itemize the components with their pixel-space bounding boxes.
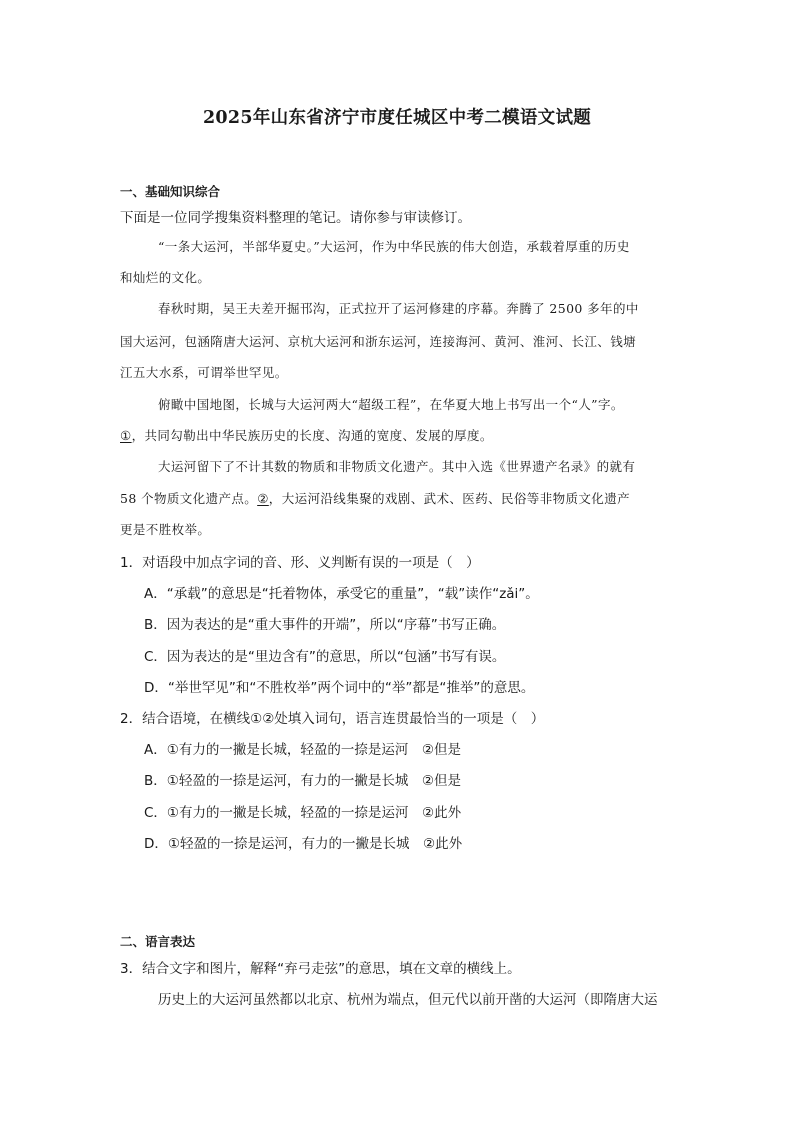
passage-line: 国大运河，包涵隋唐大运河、京杭大运河和浙东运河，连接海河、黄河、淮河、长江、钱塘	[120, 334, 637, 349]
question-2-option-a[interactable]: A．①有力的一撇是长城，轻盈的一捺是运河 ②但是	[144, 742, 461, 758]
question-1-option-b[interactable]: B．因为表达的是“重大事件的开端”，所以“序幕”书写正确。	[144, 617, 506, 633]
question-1-option-c[interactable]: C．因为表达的是“里边含有”的意思，所以“包涵”书写有误。	[144, 649, 506, 665]
passage-line	[120, 426, 493, 444]
section-intro: 下面是一位同学搜集资料整理的笔记。请你参与审读修订。	[120, 210, 471, 226]
question-2-option-c[interactable]: C．①有力的一撇是长城，轻盈的一捺是运河 ②此外	[144, 805, 462, 821]
page-title: 2025年山东省济宁市度任城区中考二模语文试题	[202, 108, 592, 128]
question-2-option-d[interactable]: D．①轻盈的一捺是运河，有力的一撇是长城 ②此外	[144, 836, 463, 852]
question-3-passage-line: 历史上的大运河虽然都以北京、杭州为端点，但元代以前开凿的大运河（即隋唐大运	[158, 992, 658, 1008]
passage-text: ，共同勾勒出中华民族历史的长度、沟通的宽度、发展的厚度。	[131, 428, 493, 443]
passage-line	[120, 489, 630, 507]
passage-text: ，大运河沿线集聚的戏剧、武术、医药、民俗等非物质文化遗产	[268, 491, 630, 506]
passage-text: 58 个物质文化遗产点。	[120, 491, 258, 506]
question-1-stem: 1．对语段中加点字词的音、形、义判断有误的一项是（ ）	[120, 555, 480, 571]
passage-line: “一条大运河，半部华夏史。”大运河，作为中华民族的伟大创造，承载着厚重的历史	[158, 239, 630, 254]
question-3-stem: 3．结合文字和图片，解释“弃弓走弦”的意思，填在文章的横线上。	[120, 961, 521, 977]
passage-line: 和灿烂的文化。	[120, 270, 211, 285]
blank-marker-1: ①	[120, 428, 132, 443]
passage-line: 俯瞰中国地图，长城与大运河两大“超级工程”，在华夏大地上书写出一个“人”字。	[158, 397, 624, 412]
passage-line: 大运河留下了不计其数的物质和非物质文化遗产。其中入选《世界遗产名录》的就有	[158, 459, 636, 474]
passage-line: 更是不胜枚举。	[120, 522, 211, 537]
blank-marker-2: ②	[257, 491, 269, 506]
question-2-stem: 2．结合语境，在横线①②处填入词句，语言连贯最恰当的一项是（ ）	[120, 711, 545, 727]
question-1-option-a[interactable]: A．“承载”的意思是“托着物体，承受它的重量”，“载”读作“zǎi”。	[144, 586, 539, 602]
section-heading-language-expression: 二、语言表达	[120, 934, 196, 949]
section-heading-basic-knowledge: 一、基础知识综合	[120, 184, 221, 199]
passage-line: 春秋时期，吴王夫差开掘邗沟，正式拉开了运河修建的序幕。奔腾了 2500 多年的中	[158, 301, 639, 316]
question-1-option-d[interactable]: D．“举世罕见”和“不胜枚举”两个词中的“举”都是“推举”的意思。	[144, 680, 535, 696]
question-2-option-b[interactable]: B．①轻盈的一捺是运河，有力的一撇是长城 ②但是	[144, 773, 461, 789]
passage-line: 江五大水系，可谓举世罕见。	[120, 365, 288, 380]
